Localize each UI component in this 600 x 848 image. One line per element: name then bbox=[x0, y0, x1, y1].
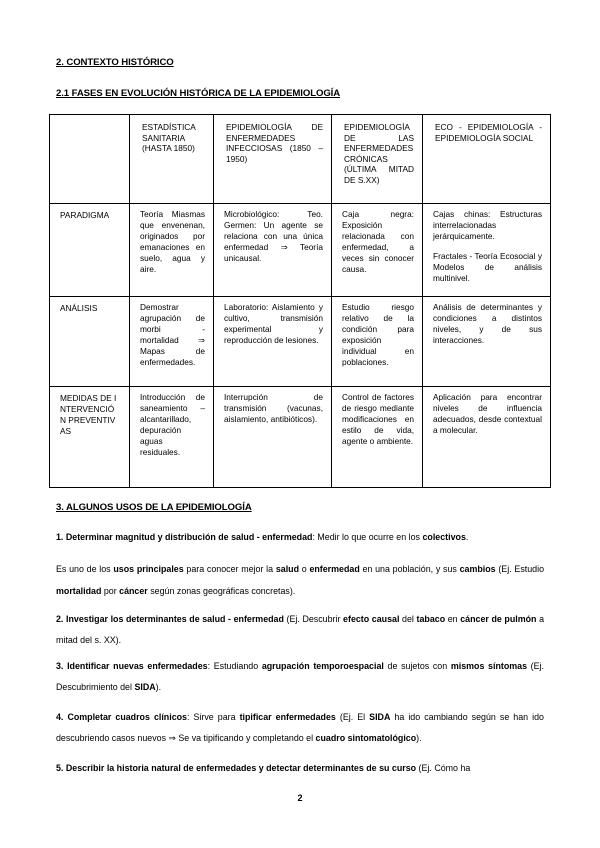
table-cell: Aplicación para encontrar niveles de influencia adecuados, desde contextual a molecular. bbox=[423, 387, 551, 488]
use-item-1: 1. Determinar magnitud y distribución de salud - enfermedad: Medir lo que ocurre en los colectivos. bbox=[56, 532, 469, 542]
section-heading-contexto-historico: 2. CONTEXTO HISTÓRICO bbox=[56, 57, 174, 68]
table-header-row bbox=[50, 115, 551, 204]
table-corner-cell bbox=[50, 115, 130, 204]
cell-line: Fractales - Teoría Ecosocial y Modelos de análisis multinivel. bbox=[433, 251, 542, 283]
table-row bbox=[50, 204, 551, 297]
cell-line: Cajas chinas: Estructuras interrelacionadas jerárquicamente. bbox=[433, 209, 542, 241]
table-cell: Teoría Miasmas que envenenan, originados por emanaciones en suelo, agua y aire. bbox=[130, 204, 214, 297]
table-cell: Análisis de determinantes y condiciones a distintos niveles, y de sus interacciones. bbox=[423, 297, 551, 387]
use-item-3: 3. Identificar nuevas enfermedades: Estudiando agrupación temporoespacial de sujetos con mismos síntomas (Ej. Descubrimiento del SIDA). bbox=[56, 661, 544, 692]
use-item-1-detail: Es uno de los usos principales para conocer mejor la salud o enfermedad en una población, y sus cambios (Ej. Estudio mortalidad por cáncer según zonas geográficas concretas). bbox=[56, 564, 545, 596]
table-cell: Interrupción de transmisión (vacunas, aislamiento, antibióticos). bbox=[214, 387, 332, 488]
epidemiology-phases-table bbox=[49, 114, 551, 488]
use-item-2: 2. Investigar los determinantes de salud - enfermedad (Ej. Descubrir efecto causal del tabaco en cáncer de pulmón a mitad del s. XX). bbox=[56, 614, 545, 645]
use-item-5: 5. Describir la historia natural de enfermedades y detectar determinantes de su curso (Ej. Cómo ha bbox=[56, 763, 471, 773]
table-cell: Demostrar agrupación de morbi - mortalidad ⇒ Mapas de enfermedades. bbox=[130, 297, 214, 387]
table-row bbox=[50, 297, 551, 387]
row-label: PARADIGMA bbox=[50, 204, 130, 297]
row-label: MEDIDAS DE INTERVENCIÓN PREVENTIVAS bbox=[50, 387, 130, 488]
section-heading-usos: 3. ALGUNOS USOS DE LA EPIDEMIOLOGÍA bbox=[56, 502, 252, 513]
column-header: EPIDEMIOLOGÍA DE ENFERMEDADES INFECCIOSAS (1850 – 1950) bbox=[214, 115, 332, 204]
table-cell: Control de factores de riesgo mediante modificaciones en estilo de vida, agente o ambiente. bbox=[332, 387, 423, 488]
table-cell: Laboratorio: Aislamiento y cultivo, transmisión experimental y reproducción de lesiones. bbox=[214, 297, 332, 387]
row-label: ANÁLISIS bbox=[50, 297, 130, 387]
subsection-heading-fases: 2.1 FASES EN EVOLUCIÓN HISTÓRICA DE LA EPIDEMIOLOGÍA bbox=[56, 88, 341, 99]
column-header: ESTADÍSTICA SANITARIA (HASTA 1850) bbox=[130, 115, 214, 204]
use-item-4: 4. Completar cuadros clínicos: Sirve para tipificar enfermedades (Ej. El SIDA ha ido cambiando según se han ido descubriendo casos nuevos ⇒ Se va tipificando y completando el cuadro sintomatológico). bbox=[56, 712, 544, 743]
table-cell bbox=[423, 204, 551, 297]
table-cell: Microbiológico: Teo. Germen: Un agente se relaciona con una única enfermedad ⇒ Teoría unicausal. bbox=[214, 204, 332, 297]
table-cell: Introducción de saneamiento – alcantarillado, depuración aguas residuales. bbox=[130, 387, 214, 488]
table-cell: Estudio riesgo relativo de la condición para exposición individual en poblaciones. bbox=[332, 297, 423, 387]
page-number: 2 bbox=[297, 793, 303, 803]
column-header: EPIDEMIOLOGÍA DE LAS ENFERMEDADES CRÓNICAS (ÚLTIMA MITAD DE S.XX) bbox=[332, 115, 423, 204]
table-row bbox=[50, 387, 551, 488]
column-header: ECO - EPIDEMIOLOGÍA - EPIDEMIOLOGÍA SOCIAL bbox=[423, 115, 551, 204]
table-cell: Caja negra: Exposición relacionada con enfermedad, a veces sin conocer causa. bbox=[332, 204, 423, 297]
